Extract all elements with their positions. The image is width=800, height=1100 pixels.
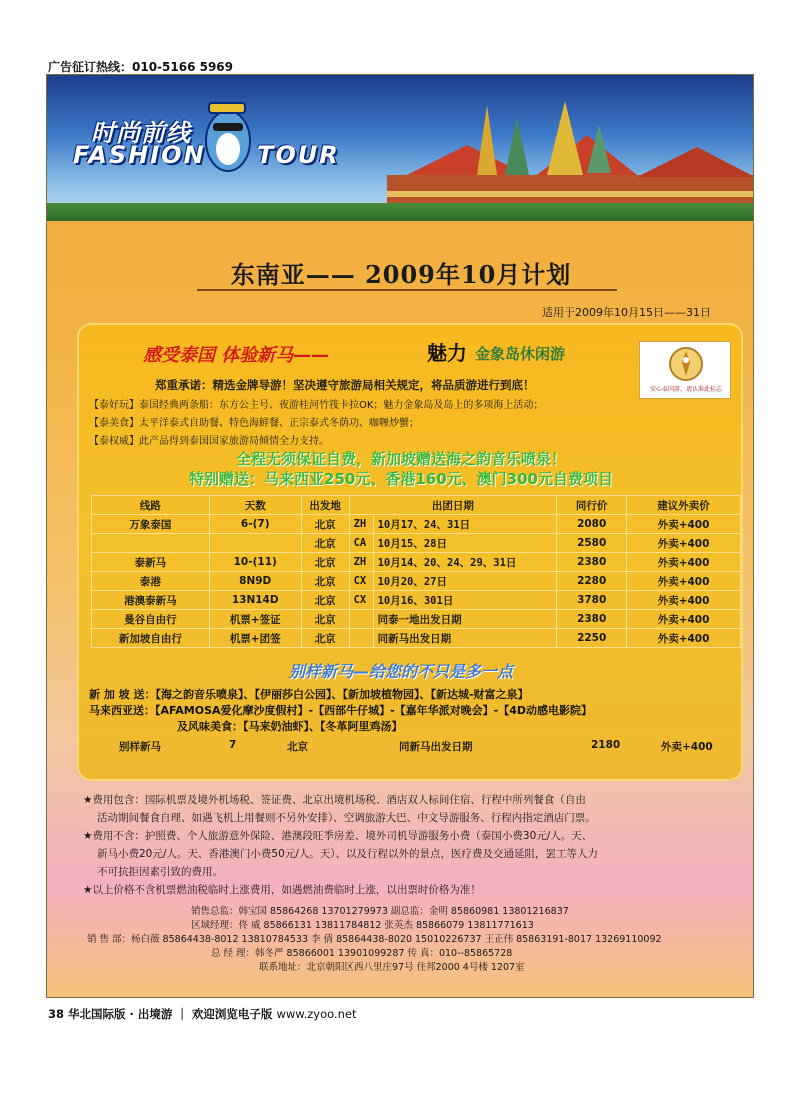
- table-row: [92, 553, 741, 572]
- cell-airline: ZH: [349, 553, 373, 572]
- feature-text: 泰国经典两条船：东方公主号、夜游桂河竹筏卡拉OK；魅力金象岛及岛上的多项海上活动；: [139, 400, 544, 411]
- feature-text: 太平洋泰式自助餐、特色海鲜餐、正宗泰式冬荫功、咖喱炒蟹；: [139, 418, 419, 429]
- fee-notes: [83, 791, 723, 899]
- website-link[interactable]: www.zyoo.net: [276, 1007, 357, 1021]
- cell-suggested-price: 外卖+400: [627, 534, 741, 553]
- cell-route: 港澳泰新马: [92, 591, 210, 610]
- table-row: [92, 610, 741, 629]
- promo-island: 金象岛休闲游: [475, 345, 566, 363]
- title-underline: [197, 289, 617, 291]
- cell-price: 2280: [557, 572, 627, 591]
- cell-suggested-price: 外卖+400: [627, 572, 741, 591]
- poster: [46, 74, 754, 998]
- brand-name-en-right: TOUR: [257, 141, 340, 169]
- ad-hotline: 广告征订热线：010-5166 5969: [48, 60, 234, 74]
- cell-airline: CX: [349, 572, 373, 591]
- cell-route: 新加坡自由行: [92, 629, 210, 648]
- special-tour-title: 别样新马—给您的不只是多一点: [288, 662, 513, 681]
- cell-price: 3780: [557, 591, 627, 610]
- special-departure: 北京: [287, 741, 308, 753]
- contact-row: 销 售 部：杨白薇 85864438-8012 13810784533 李 倩 85864438-8020 15010226737 王正伟 85863191-8017 13269110092: [87, 934, 662, 945]
- badge-text: 安心泰国游，请认准此标志: [649, 386, 722, 393]
- special-dates: 同新马出发日期: [399, 741, 473, 753]
- cell-route: 泰新马: [92, 553, 210, 572]
- promo-title: 感受泰国 体验新马——: [143, 345, 330, 366]
- page-title: 东南亚—— 2009年10月计划: [230, 260, 572, 289]
- cell-price: 2380: [557, 553, 627, 572]
- cell-route: 泰港: [92, 572, 210, 591]
- cell-dates: 10月14、20、24、29、31日: [373, 553, 557, 572]
- fee-note-line: ★费用包含：国际机票及境外机场税、签证费、北京出境机场税、酒店双人标间住宿、行程中所列餐食（自由: [83, 794, 586, 806]
- cell-dates: 10月17、24、31日: [373, 515, 557, 534]
- table-header-row: [92, 496, 741, 515]
- contact-info: [87, 905, 747, 975]
- promo-charm: 魅力: [427, 341, 467, 365]
- grass-strip: [47, 203, 754, 221]
- table-row: [92, 591, 741, 610]
- special-attraction-line: 新 加 坡 送：【海之韵音乐喷泉】、【伊丽莎白公园】、【新加坡植物园】、【新达城-财富之泉】: [89, 688, 529, 701]
- date-range: 适用于2009年10月15日——31日: [542, 306, 711, 319]
- cell-suggested-price: 外卖+400: [627, 610, 741, 629]
- cell-price: 2080: [557, 515, 627, 534]
- highlight-line: 全程无须保证自费，新加坡赠送海之韵音乐喷泉！: [235, 450, 566, 468]
- publication-name: 华北国际版 · 出境游 ｜ 欢迎浏览电子版: [68, 1007, 273, 1021]
- header-departure: 出发地: [301, 496, 349, 515]
- commitment-text: 郑重承诺：精选金牌导游！坚决遵守旅游局相关规定，将品质游进行到底！: [155, 378, 535, 392]
- cell-dates: 同泰一地出发日期: [373, 610, 557, 629]
- special-attraction-line: 及风味美食：【马来奶油虾】、【冬革阿里鸡汤】: [177, 720, 403, 733]
- contact-row: 联系地址：北京朝阳区西八里庄97号 住邦2000 4号楼 1207室: [259, 962, 525, 973]
- feature-line: [89, 432, 329, 447]
- feature-text: 此产品得到泰国国家旅游局倾情全力支持。: [139, 436, 329, 447]
- cell-departure: 北京: [301, 629, 349, 648]
- cell-route: [92, 534, 210, 553]
- cell-departure: 北京: [301, 610, 349, 629]
- fee-note-line: ★以上价格不含机票燃油税临时上涨费用，如遇燃油费临时上涨，以出票时价格为准！: [83, 884, 481, 896]
- table-row: [92, 572, 741, 591]
- header-days: 天数: [209, 496, 301, 515]
- cell-departure: 北京: [301, 515, 349, 534]
- fee-note-line: 不可抗拒因素引致的费用。: [97, 866, 223, 878]
- cell-airline: ZH: [349, 515, 373, 534]
- cell-days: [209, 534, 301, 553]
- cell-dates: 10月16、301日: [373, 591, 557, 610]
- cell-days: 6-(7): [209, 515, 301, 534]
- cell-departure: 北京: [301, 553, 349, 572]
- header-dates: 出团日期: [349, 496, 557, 515]
- thai-emblem-icon: [668, 346, 704, 382]
- brand-name-cn: 时尚前线: [91, 119, 191, 147]
- cell-days: 机票+签证: [209, 610, 301, 629]
- fee-note-line: ★费用不含：护照费、个人旅游意外保险、港澳段旺季房差、境外司机导游服务小费（泰国小费30元/人。天、: [83, 830, 593, 842]
- feature-tag: 【泰美食】: [89, 418, 139, 429]
- special-price: 2180: [591, 739, 621, 751]
- cell-route: 曼谷自由行: [92, 610, 210, 629]
- cell-days: 8N9D: [209, 572, 301, 591]
- quality-badge: [639, 341, 731, 399]
- special-suggested-price: 外卖+400: [661, 741, 713, 753]
- feature-line: [89, 414, 419, 429]
- feature-tag: 【泰好玩】: [89, 400, 139, 411]
- cell-dates: 10月15、28日: [373, 534, 557, 553]
- cell-days: 10-(11): [209, 553, 301, 572]
- header-route: 线路: [92, 496, 210, 515]
- cell-days: 机票+团签: [209, 629, 301, 648]
- cell-price: 2580: [557, 534, 627, 553]
- contact-row: 总 经 理：韩冬严 85866001 13901099287 传 真：010--85865728: [211, 948, 513, 959]
- feature-line: [89, 396, 543, 411]
- cell-airline: CA: [349, 534, 373, 553]
- header-suggested-price: 建议外卖价: [627, 496, 741, 515]
- cell-departure: 北京: [301, 572, 349, 591]
- brand-name-en-left: FASHION: [73, 141, 206, 169]
- cell-days: 13N14D: [209, 591, 301, 610]
- table-row: [92, 534, 741, 553]
- cell-airline: [349, 610, 373, 629]
- cell-price: 2380: [557, 610, 627, 629]
- cell-suggested-price: 外卖+400: [627, 515, 741, 534]
- page-footer: [48, 1006, 357, 1022]
- special-days: 7: [229, 739, 237, 751]
- cell-dates: 10月20、27日: [373, 572, 557, 591]
- special-route: 别样新马: [119, 741, 161, 753]
- cell-dates: 同新马出发日期: [373, 629, 557, 648]
- contact-row: 销售总监：韩宝国 85864268 13701279973 副总监：金明 85860981 13801216837: [191, 906, 569, 917]
- contact-row: 区域经理：佟 威 85866131 13811784812 张英杰 85866079 13811771613: [191, 920, 534, 931]
- cell-departure: 北京: [301, 534, 349, 553]
- cell-suggested-price: 外卖+400: [627, 591, 741, 610]
- cell-airline: CX: [349, 591, 373, 610]
- cell-suggested-price: 外卖+400: [627, 629, 741, 648]
- table-row: [92, 515, 741, 534]
- cell-airline: [349, 629, 373, 648]
- special-attraction-line: 马来西亚送：【AFAMOSA爱化摩沙度假村】-【西部牛仔城】-【嘉年华派对晚会】-【4D动感电影院】: [89, 704, 592, 717]
- cell-route: 万象泰国: [92, 515, 210, 534]
- header-price: 同行价: [557, 496, 627, 515]
- table-row: [92, 629, 741, 648]
- feature-tag: 【泰权威】: [89, 436, 139, 447]
- tour-price-table: [91, 495, 741, 648]
- cell-price: 2250: [557, 629, 627, 648]
- page-number: 38: [48, 1007, 65, 1021]
- fee-note-line: 活动期间餐食自理、如遇飞机上用餐则不另外安排）、空调旅游大巴、中文导游服务、行程内指定酒店门票。: [97, 812, 596, 824]
- highlight-line: 特别赠送：马来西亚250元、香港160元、澳门300元自费项目: [189, 470, 613, 488]
- header-banner: [47, 75, 754, 221]
- cell-departure: 北京: [301, 591, 349, 610]
- cell-suggested-price: 外卖+400: [627, 553, 741, 572]
- fee-note-line: 新马小费20元/人。天、香港澳门小费50元/人。天）、以及行程以外的景点，医疗费及交通延阻，罢工等人力: [97, 848, 599, 860]
